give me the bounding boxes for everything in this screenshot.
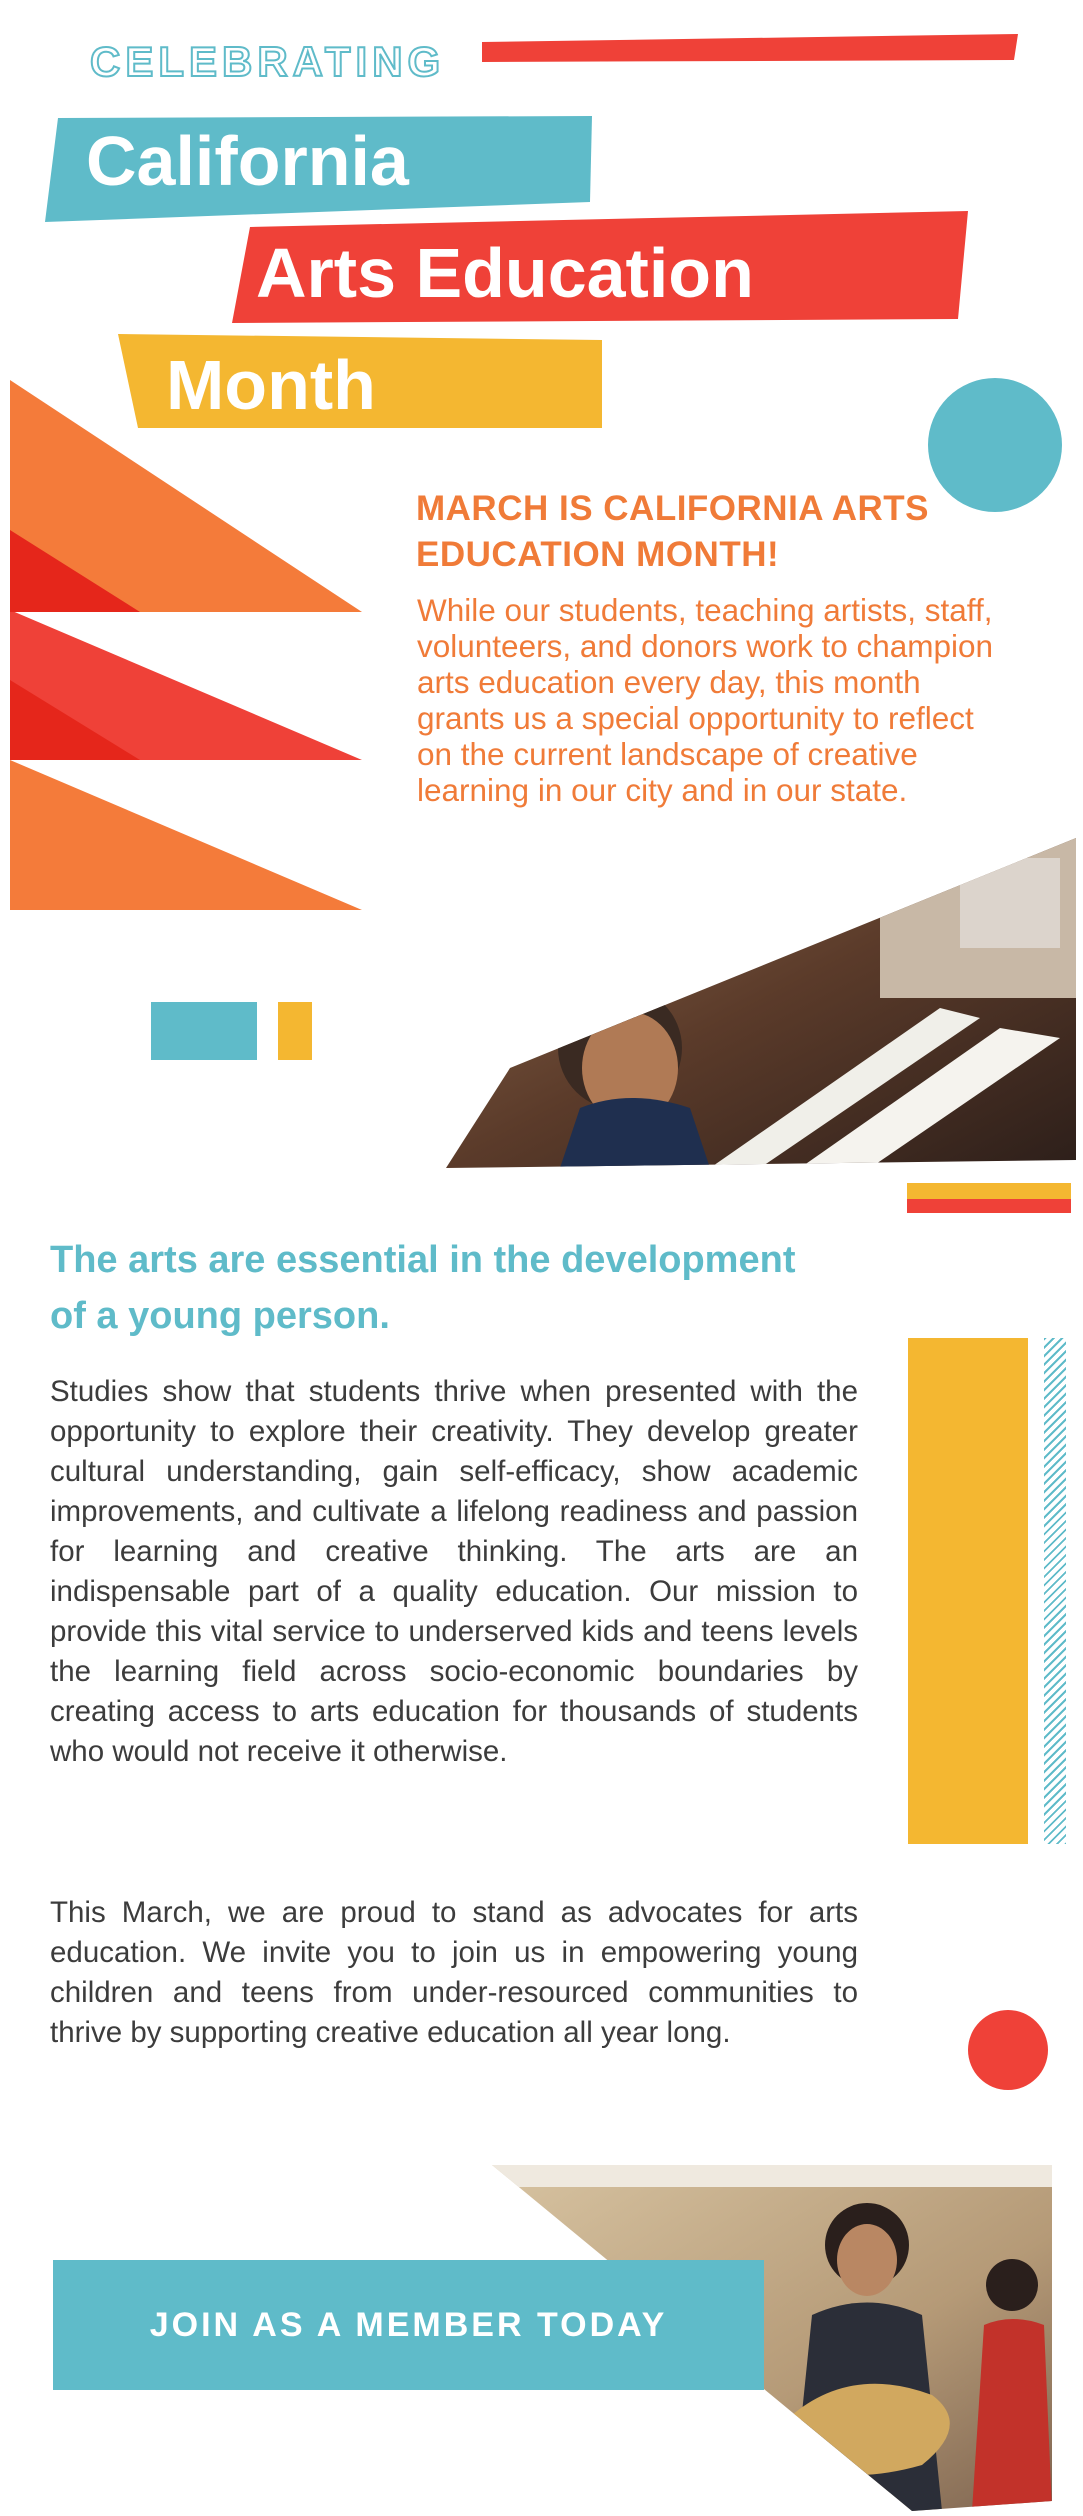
join-member-button[interactable]: JOIN AS A MEMBER TODAY — [53, 2260, 764, 2390]
advocacy-paragraph: This March, we are proud to stand as advocates for arts education. We invite you to join us in empowering young children and teens from under-resourced communities to thrive by supporting creative education all year long. — [50, 1896, 858, 2049]
title-line-arts-education: Arts Education — [256, 234, 754, 312]
student-drawing-photo — [440, 838, 1076, 1168]
yellow-column-shape — [908, 1338, 1028, 1844]
triangle-stack-shape — [0, 380, 380, 920]
intro-body: While our students, teaching artists, staff, volunteers, and donors work to champion arts education every day, this month grants us a special opportunity to reflect on the current landscape of creative learning in our city and in our state. — [417, 592, 994, 808]
teal-block-shape — [151, 1002, 257, 1060]
studies-paragraph: Studies show that students thrive when presented with the opportunity to explore their creativity. They develop greater cultural understanding, gain self-efficacy, show academic improvements, and cultivate a lifelong readiness and passion for learning and creative thinking. The arts are an indispensable part of a quality education. Our mission to provide this vital service to underserved kids and teens levels the learning field across socio-economic boundaries by creating access to arts education for thousands of students who would not receive it otherwise. — [50, 1375, 858, 1768]
celebrating-kicker: CELEBRATING — [90, 38, 446, 85]
essential-subheading: The arts are essential in the development of a young person. — [50, 1239, 796, 1337]
yellow-stripe-shape — [907, 1183, 1071, 1199]
red-stripe-shape — [907, 1199, 1071, 1213]
red-circle-shape — [968, 2010, 1048, 2090]
title-line-month: Month — [166, 346, 376, 424]
teal-hatch-shape — [1044, 1338, 1066, 1844]
title-line-california: California — [86, 122, 409, 200]
intro-heading: MARCH IS CALIFORNIA ARTS EDUCATION MONTH! — [416, 489, 929, 574]
yellow-block-shape — [278, 1002, 312, 1060]
